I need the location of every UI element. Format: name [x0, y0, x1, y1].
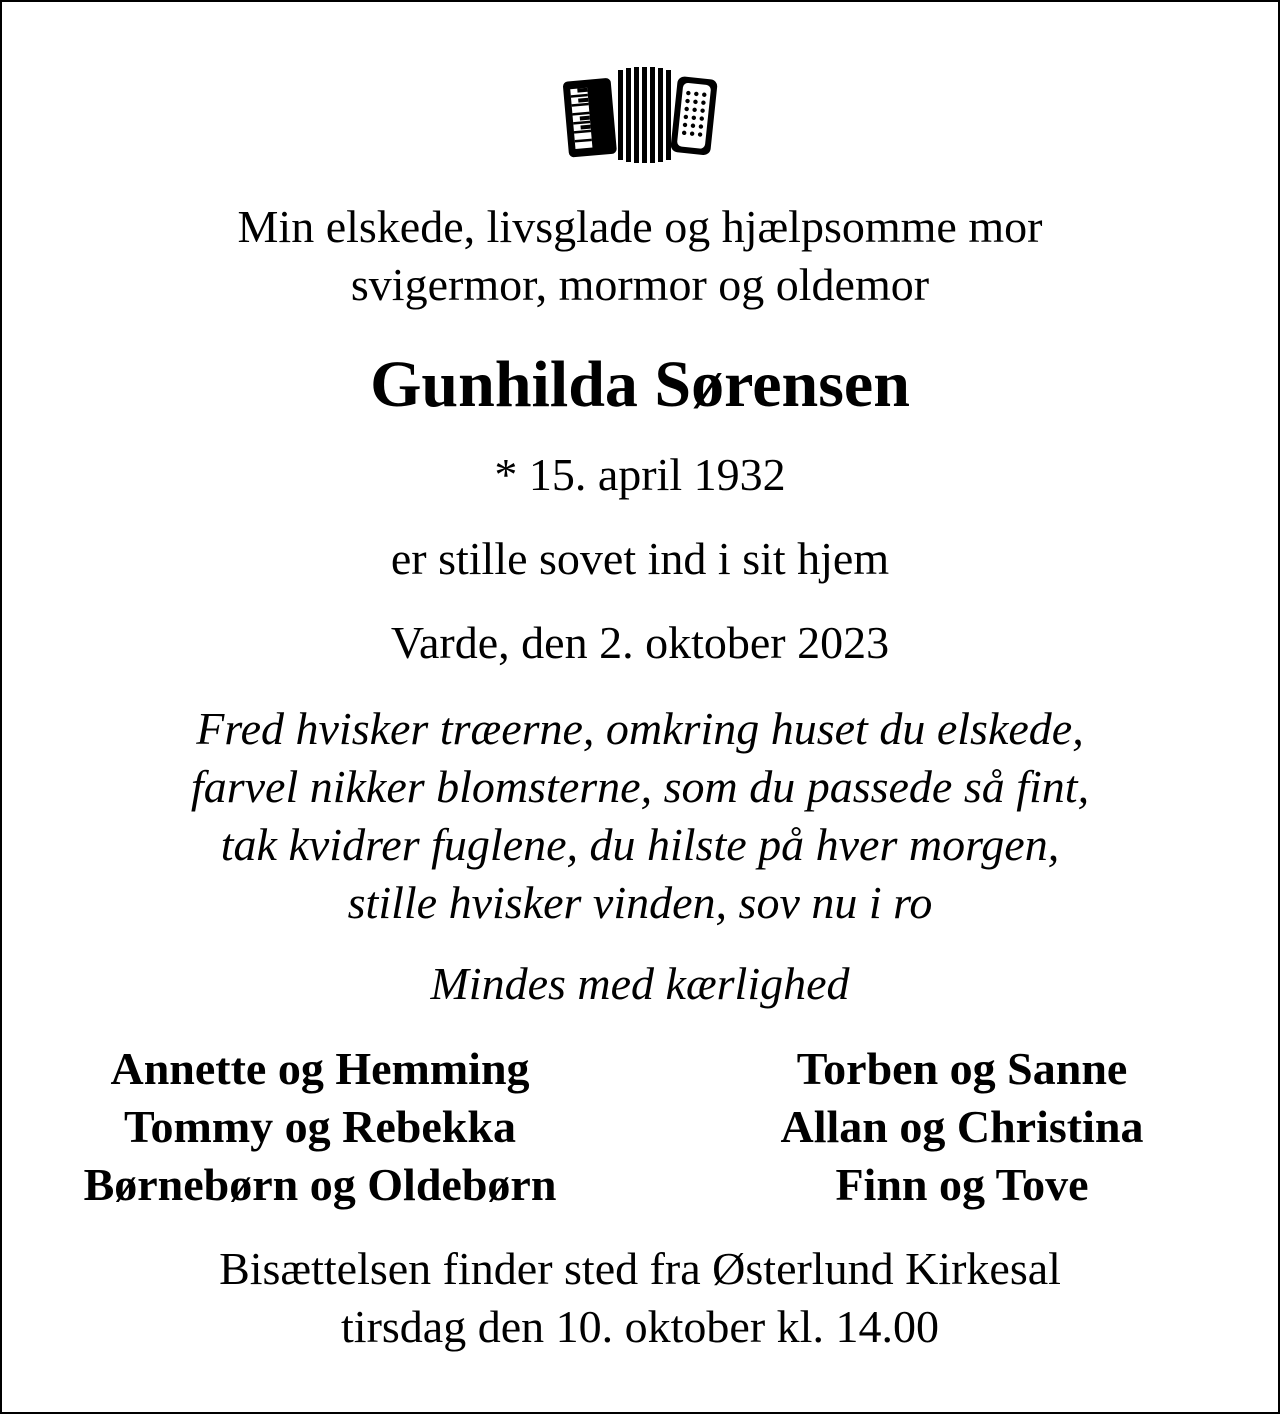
mourner-name: Tommy og Rebekka: [124, 1101, 516, 1152]
poem-line: Fred hvisker træerne, omkring huset du elskede,: [196, 703, 1084, 754]
service-line-2: tirsdag den 10. oktober kl. 14.00: [341, 1301, 939, 1352]
passing-statement: er stille sovet ind i sit hjem: [390, 533, 890, 584]
mourners-right-column: [662, 1040, 1262, 1214]
intro-line-1: Min elskede, livsglade og hjælpsomme mor: [237, 201, 1043, 252]
remembered-line: Mindes med kærlighed: [430, 958, 850, 1009]
birth-date: * 15. april 1932: [494, 449, 786, 500]
mourner-name: Finn og Tove: [835, 1159, 1089, 1210]
poem-line: stille hvisker vinden, sov nu i ro: [347, 877, 933, 928]
mourner-name: Børnebørn og Oldebørn: [83, 1159, 557, 1210]
mourner-name: Allan og Christina: [780, 1101, 1144, 1152]
funeral-service-info: [0, 1240, 1280, 1356]
deceased-name: Gunhilda Sørensen: [370, 348, 910, 421]
mourner-name: Annette og Hemming: [110, 1043, 530, 1094]
intro-text: [0, 198, 1280, 314]
poem-line: tak kvidrer fuglene, du hilste på hver morgen,: [220, 819, 1060, 870]
place-and-date: Varde, den 2. oktober 2023: [390, 617, 890, 668]
intro-line-2: svigermor, mormor og oldemor: [350, 259, 930, 310]
poem: [0, 700, 1280, 932]
mourners-left-column: [20, 1040, 620, 1214]
mourner-name: Torben og Sanne: [796, 1043, 1128, 1094]
service-line-1: Bisættelsen finder sted fra Østerlund Kirkesal: [219, 1243, 1061, 1294]
poem-line: farvel nikker blomsterne, som du passede så fint,: [190, 761, 1090, 812]
accordion-icon: [560, 64, 720, 168]
